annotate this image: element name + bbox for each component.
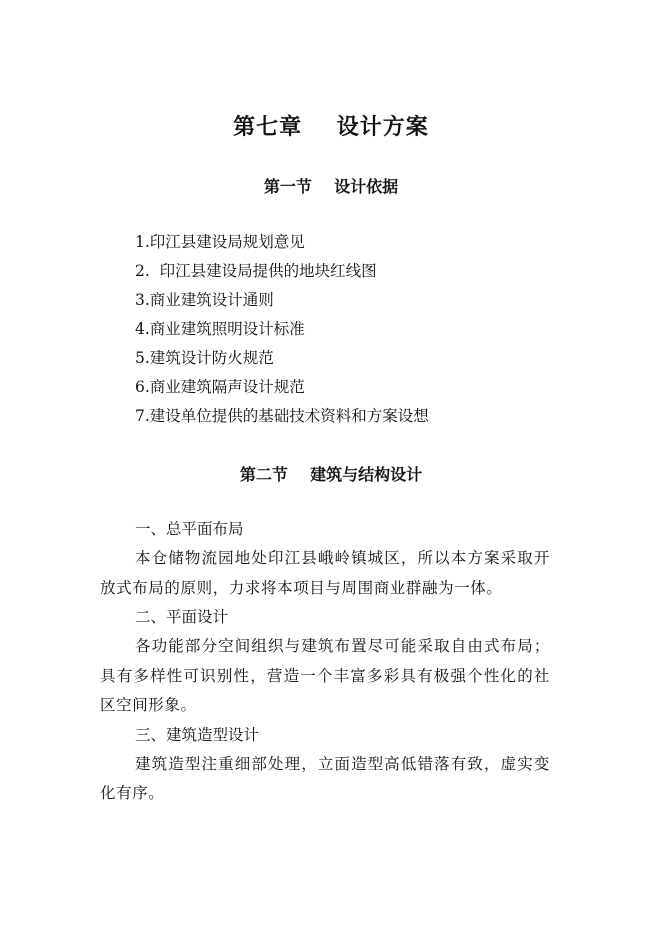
sub-heading-floor-plan: 二、平面设计 — [135, 608, 229, 626]
sub-heading-site-plan: 一、总平面布局 — [135, 520, 244, 538]
list-item: 3.商业建筑设计通则 — [135, 291, 274, 309]
list-item: 4.商业建筑照明设计标准 — [135, 320, 305, 338]
chapter-title: 第七章 设计方案 — [233, 114, 429, 140]
list-item: 7.建设单位提供的基础技术资料和方案设想 — [135, 407, 429, 425]
paragraph-form-design: 建筑造型注重细部处理，立面造型高低错落有致，虚实变化有序。 — [100, 754, 550, 802]
list-item: 2. 印江县建设局提供的地块红线图 — [135, 262, 377, 280]
list-item: 5.建筑设计防火规范 — [135, 349, 274, 367]
architecture-body — [100, 515, 550, 809]
design-basis-list — [135, 228, 429, 431]
paragraph-site-plan: 本仓储物流园地处印江县峨岭镇城区，所以本方案采取开放式布局的原则，力求将本项目与周围商业群融为一体。 — [100, 549, 550, 597]
paragraph-floor-plan: 各功能部分空间组织与建筑布置尽可能采取自由式布局；具有多样性可识别性，营造一个丰富多彩具有极强个性化的社区空间形象。 — [100, 637, 550, 714]
section-title-basis: 第一节 设计依据 — [263, 177, 399, 196]
list-item: 1.印江县建设局规划意见 — [135, 233, 305, 251]
list-item: 6.商业建筑隔声设计规范 — [135, 378, 305, 396]
sub-heading-form-design: 三、建筑造型设计 — [135, 725, 260, 744]
section-title-architecture: 第二节 建筑与结构设计 — [239, 465, 423, 484]
